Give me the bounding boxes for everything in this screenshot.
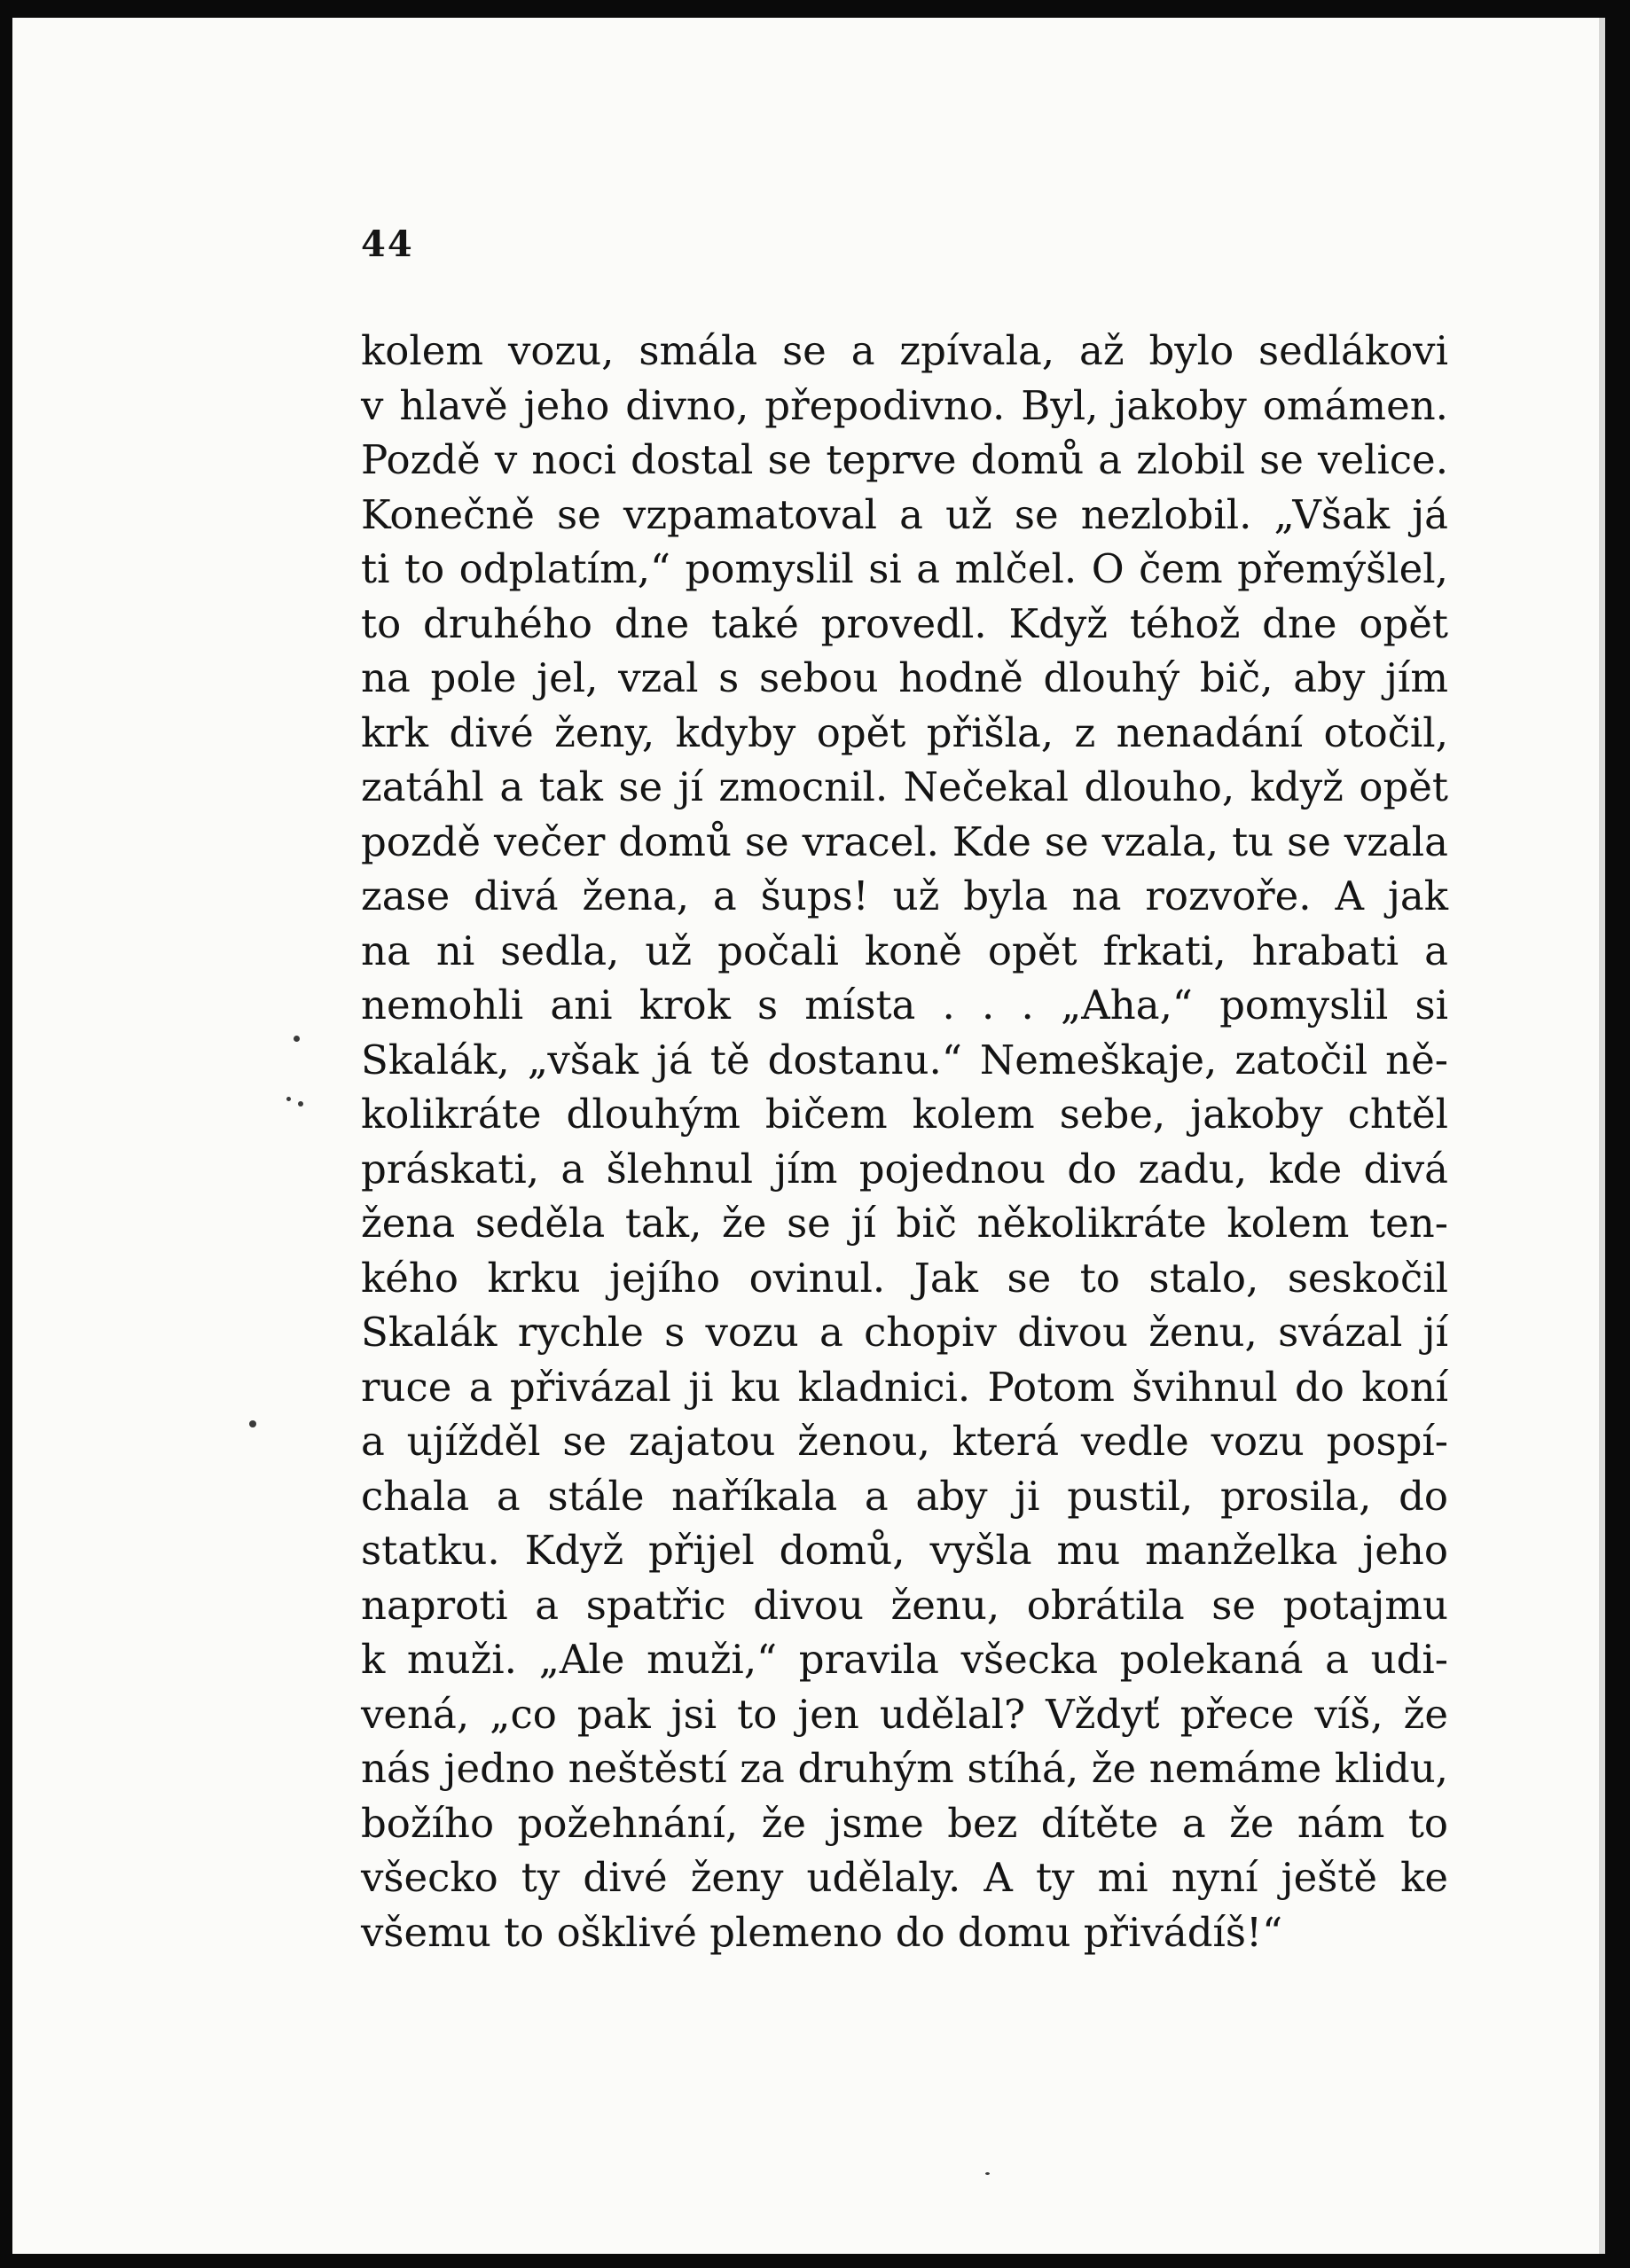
text-line: vená, „co pak jsi to jen udělal? Vždyť přece víš, že [361, 1690, 1448, 1738]
text-line: kolem vozu, smála se a zpívala, až bylo sedlákovi [361, 327, 1448, 374]
text-line: na ni sedla, už počali koně opět frkati, hrabati a [361, 927, 1448, 974]
text-line: Skalák, „však já tě dostanu.“ Nemeškaje, zatočil ně- [361, 1036, 1448, 1083]
text-line: ruce a přivázal ji ku kladnici. Potom švihnul do koní [361, 1363, 1448, 1411]
text-line: k muži. „Ale muži,“ pravila všecka polekaná a udi- [361, 1636, 1448, 1683]
scan-speck [286, 1097, 291, 1101]
text-line: kolikráte dlouhým bičem kolem sebe, jakoby chtěl [361, 1091, 1448, 1138]
scan-speck [249, 1420, 256, 1427]
text-line: všecko ty divé ženy udělaly. A ty mi nyní ještě ke [361, 1854, 1448, 1901]
text-line: chala a stále naříkala a aby ji pustil, prosila, do [361, 1472, 1448, 1520]
text-line: Pozdě v noci dostal se teprve domů a zlobil se velice. [361, 436, 1448, 483]
scan-speck [985, 2172, 990, 2175]
text-line: to druhého dne také provedl. Když téhož dne opět [361, 599, 1448, 647]
text-line: a ujížděl se zajatou ženou, která vedle vozu pospí- [361, 1418, 1448, 1465]
scan-speck [298, 1101, 303, 1107]
text-line: žena seděla tak, že se jí bič několikráte kolem ten- [361, 1200, 1448, 1247]
page-number: 44 [361, 223, 414, 265]
text-line: práskati, a šlehnul jím pojednou do zadu, kde divá [361, 1145, 1448, 1193]
text-line: zatáhl a tak se jí zmocnil. Nečekal dlouho, když opět [361, 763, 1448, 810]
text-line: božího požehnání, že jsme bez dítěte a že nám to [361, 1799, 1448, 1847]
text-line: v hlavě jeho divno, přepodivno. Byl, jakoby omámen. [361, 381, 1448, 429]
text-line: zase divá žena, a šups! už byla na rozvoře. A jak [361, 872, 1448, 919]
text-line: kého krku jejího ovinul. Jak se to stalo, seskočil [361, 1254, 1448, 1302]
page-edge-shadow [1599, 18, 1605, 2254]
text-line: Konečně se vzpamatoval a už se nezlobil. „Však já [361, 490, 1448, 538]
text-line: Skalák rychle s vozu a chopiv divou ženu, svázal jí [361, 1309, 1448, 1356]
text-line: statku. Když přijel domů, vyšla mu manželka jeho [361, 1527, 1448, 1574]
text-line: nemohli ani krok s místa . . . „Aha,“ pomyslil si [361, 981, 1448, 1028]
body-text [361, 324, 1448, 1959]
text-line: pozdě večer domů se vracel. Kde se vzala, tu se vzala [361, 817, 1448, 865]
text-line: všemu to ošklivé plemeno do domu přivádíš!“ [361, 1908, 1283, 1956]
text-line: na pole jel, vzal s sebou hodně dlouhý bič, aby jím [361, 654, 1448, 701]
book-page [12, 18, 1605, 2254]
text-line: ti to odplatím,“ pomyslil si a mlčel. O čem přemýšlel, [361, 545, 1448, 592]
text-line: nás jedno neštěstí za druhým stíhá, že nemáme klidu, [361, 1745, 1448, 1792]
text-line: naproti a spatřic divou ženu, obrátila se potajmu [361, 1581, 1448, 1629]
text-line: krk divé ženy, kdyby opět přišla, z nenadání otočil, [361, 708, 1448, 756]
scan-speck [294, 1036, 300, 1042]
